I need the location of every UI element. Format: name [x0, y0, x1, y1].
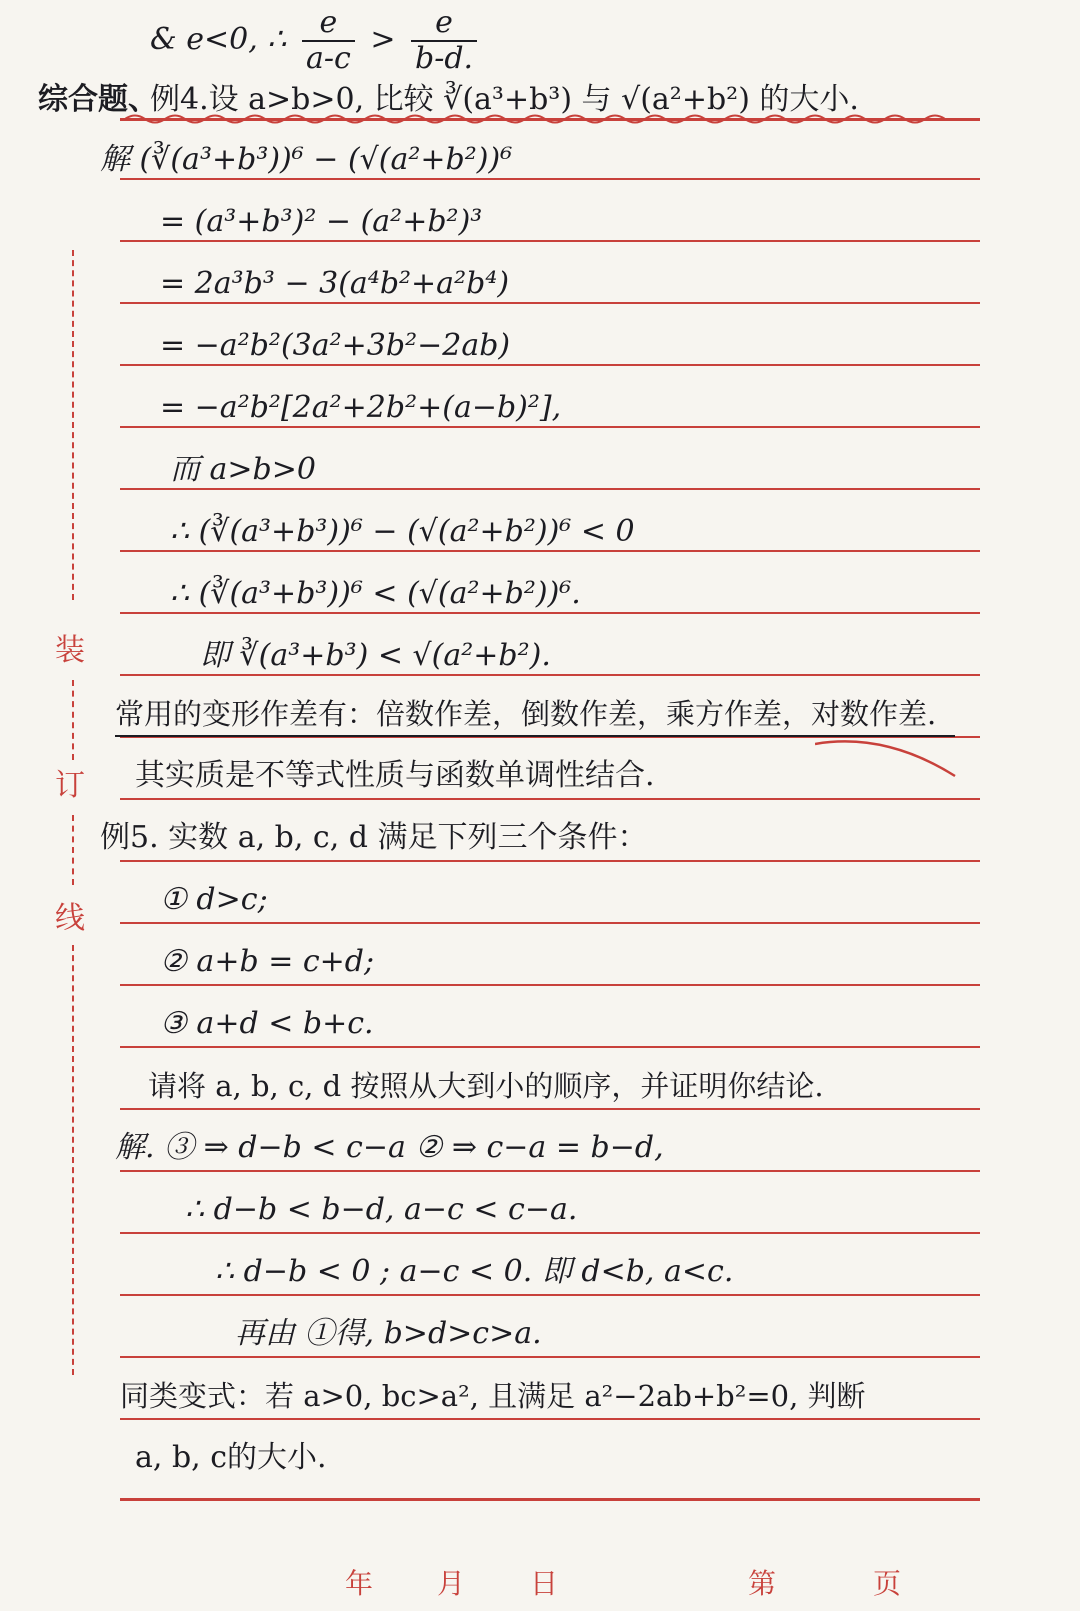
hand-drawn-curve: [815, 738, 965, 788]
ruled-line: [120, 1418, 980, 1420]
footer-day: 日: [530, 1567, 559, 1600]
binding-dashed-line-bottom: [72, 945, 74, 1375]
solution-1-line-8: ∴ (∛(a³+b³))⁶ < (√(a²+b²))⁶.: [170, 576, 581, 611]
solution-2-line-1: 解. ③ ⇒ d−b < c−a ② ⇒ c−a = b−d,: [115, 1130, 664, 1165]
ruled-line-bottom: [120, 1498, 980, 1501]
solution-1-line-3: = 2a³b³ − 3(a⁴b²+a²b⁴): [160, 266, 510, 301]
solution-2-line-3: ∴ d−b < 0 ; a−c < 0. 即 d<b, a<c.: [215, 1254, 734, 1289]
fraction-left-denominator: a-c: [305, 41, 351, 76]
example-5-intro: 例5. 实数 a, b, c, d 满足下列三个条件：: [100, 820, 648, 855]
example-4-statement: 例4.设 a>b>0, 比较 ∛(a³+b³) 与 √(a²+b²) 的大小.: [150, 82, 859, 117]
ruled-line: [120, 1294, 980, 1296]
ruled-line: [120, 1046, 980, 1048]
fraction-right-denominator: b-d.: [415, 41, 474, 76]
binding-char-xian: 线: [55, 901, 85, 936]
binding-char-zhuang: 装: [55, 633, 85, 668]
solution-1-line-7: ∴ (∛(a³+b³))⁶ − (√(a²+b²))⁶ < 0: [170, 514, 635, 549]
ruled-line: [120, 1356, 980, 1358]
top-expression: [150, 6, 483, 76]
compare-sign: >: [370, 22, 396, 57]
footer-di: 第: [748, 1567, 777, 1600]
section-label-comprehensive: 综合题、: [38, 82, 158, 117]
footer-page: 页: [873, 1567, 902, 1600]
fraction-right: [411, 6, 477, 76]
example-5-condition-1: ① d>c;: [160, 882, 268, 917]
solution-2-line-4: 再由 ①得, b>d>c>a.: [235, 1316, 542, 1351]
solution-1-line-2: = (a³+b³)² − (a²+b²)³: [160, 204, 483, 239]
footer-year: 年: [345, 1567, 374, 1600]
ruled-line: [120, 922, 980, 924]
binding-dashed-line-mid2: [72, 815, 74, 885]
top-condition: & e<0, ∴: [150, 22, 287, 57]
variant-line-1: 同类变式：若 a>0, bc>a², 且满足 a²−2ab+b²=0, 判断: [120, 1379, 866, 1413]
binding-dashed-line-top: [72, 250, 74, 600]
ruled-line: [120, 1108, 980, 1110]
solution-1-line-4: = −a²b²(3a²+3b²−2ab): [160, 328, 511, 363]
fraction-left-numerator: e: [302, 6, 355, 42]
binding-char-ding: 订: [55, 768, 85, 803]
example-5-question: 请将 a, b, c, d 按照从大到小的顺序，并证明你结论.: [148, 1069, 824, 1103]
note-essence: 其实质是不等式性质与函数单调性结合.: [135, 758, 655, 793]
example-5-condition-2: ② a+b = c+d;: [160, 944, 375, 979]
example-5-condition-3: ③ a+d < b+c.: [160, 1006, 374, 1041]
footer-month: 月: [437, 1567, 466, 1600]
ruled-line: [120, 1232, 980, 1234]
fraction-right-numerator: e: [411, 6, 477, 42]
variant-line-2: a, b, c的大小.: [135, 1440, 327, 1475]
ruled-line: [120, 1170, 980, 1172]
solution-1-line-6: 而 a>b>0: [170, 452, 316, 487]
wavy-underline-example-4: [125, 112, 945, 126]
note-deformation-methods: 常用的变形作差有：倍数作差，倒数作差，乘方作差，对数作差.: [115, 697, 937, 731]
solution-1-line-1: 解 (∛(a³+b³))⁶ − (√(a²+b²))⁶: [100, 142, 513, 177]
ruled-line: [120, 798, 980, 800]
binding-dashed-line-mid: [72, 680, 74, 760]
ruled-line: [120, 984, 980, 986]
solution-1-line-5: = −a²b²[2a²+2b²+(a−b)²],: [160, 390, 562, 425]
fraction-left: [302, 6, 355, 76]
solution-1-line-9: 即 ∛(a³+b³) < √(a²+b²).: [200, 638, 551, 673]
solution-2-line-2: ∴ d−b < b−d, a−c < c−a.: [185, 1192, 578, 1227]
ruled-line: [120, 860, 980, 862]
